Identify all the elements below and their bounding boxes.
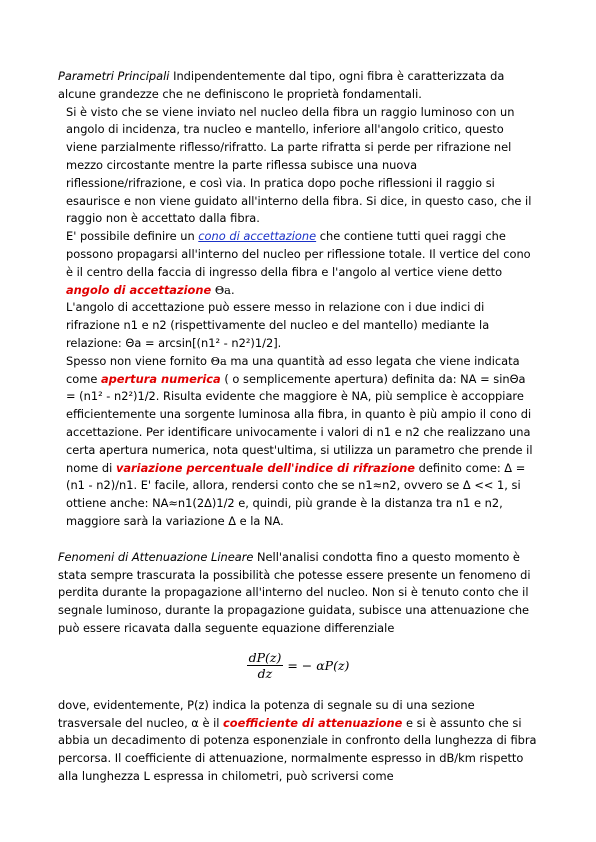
equation-numerator: dP(z): [248, 649, 282, 665]
para4-text-a: Spesso non viene fornito: [66, 353, 211, 368]
theta-a-symbol: Θa: [214, 282, 231, 297]
section1-paragraph-3: [58, 299, 538, 352]
para3-text-a: L'angolo di accettazione può essere messo in relazione con i due indici di rifrazione n1 e n2 (rispettivamente del nucleo e del mantello) mediante la relazione:: [66, 300, 490, 350]
section1-paragraph-2: E' possibile definire un cono di accettazione che contiene tutti quei raggi che possono propagarsi all'interno del nucleo per riflessione totale. Il vertice del cono è il centro della faccia di ingresso della fibra e l'angolo al vertice viene detto angolo di accettazione Θa.: [66, 229, 531, 297]
apertura-numerica-term: apertura numerica: [100, 371, 221, 386]
para2-text-b: che contiene tutti quei raggi che possono propagarsi all'interno del nucleo per riflessione totale. Il vertice del cono è il centro della faccia di ingresso della fibra e l'angolo al vertice viene detto: [66, 229, 531, 279]
para2-text-a: E' possibile definire un: [66, 229, 199, 244]
section2-text-1: Nell'analisi condotta fino a questo momento è stata sempre trascurata la possibilità che potesse essere presente un fenomeno di perdita durante la propagazione all'interno del nucleo. Non si è tenuto conto che il segnale luminoso, durante la propagazione guidata, subisce una attenuazione che può essere ricavata dalla seguente equazione differenziale: [58, 549, 531, 635]
para4-text-d: definito come: Δ = (n1 - n2)/n1. E' facile, allora, rendersi conto che se n1≈n2, ovvero se Δ << 1, si ottiene anche: NA≈n1(2Δ)1/2 e, quindi, più grande è la distanza tra n1 e n2, maggiore sarà la variazione Δ e la NA.: [66, 460, 526, 528]
para4-text-b: ma una quantità ad esso legata che viene indicata come: [66, 353, 520, 386]
section2-paragraph-1: [58, 549, 538, 638]
equation-fraction: [247, 650, 284, 681]
theta-a-symbol-2: Θa: [210, 353, 227, 368]
section2-text-2a: dove, evidentemente, P(z) indica la potenza di segnale su di una sezione trasversale del nucleo, α è il: [58, 697, 475, 730]
cono-di-accettazione-link[interactable]: cono di accettazione: [198, 229, 317, 244]
para4-text-c: ( o semplicemente apertura) definita da: NA = sinΘa = (n1² - n2²)1/2. Risulta evidente che maggiore è NA, più semplice è accoppiare efficientemente una sorgente luminosa alla fibra, in quanto è più ampio il cono di accettazione. Per identificare univocamente i valori di n1 e n2 che realizzano una certa apertura numerica, nota quest'ultima, si utilizza un parametro che prende il nome di: [66, 371, 533, 475]
section1-intro: Indipendentemente dal tipo, ogni fibra è caratterizzata da alcune grandezze che ne definiscono le proprietà fondamentali.: [58, 69, 505, 101]
coefficiente-di-attenuazione-term: coefficiente di attenuazione: [223, 715, 403, 730]
section2-heading: Fenomeni di Attenuazione Lineare: [58, 549, 254, 564]
section2-text-2b: e si è assunto che si abbia un decadimento di potenza esponenziale in confronto della lunghezza di fibra percorsa. Il coefficiente di attenuazione, normalmente espresso in dB/km rispetto alla lunghezza L espressa in chilometri, può scriversi come: [58, 715, 537, 783]
acceptance-angle-formula: Θa = arcsin[(n1² - n2²)1/2].: [125, 335, 282, 350]
section-gap: [58, 531, 538, 549]
angolo-di-accettazione-term: angolo di accettazione: [66, 282, 212, 297]
variazione-percentuale-term: variazione percentuale dell'indice di rifrazione: [115, 460, 416, 475]
document-page: [58, 68, 538, 786]
section1-paragraph-1: Si è visto che se viene inviato nel nucleo della fibra un raggio luminoso con un angolo di incidenza, tra nucleo e mantello, inferiore all'angolo critico, questo viene parzialmente riflesso/rifratto. La parte rifratta si perde per rifrazione nel mezzo circostante mentre la parte riflessa subisce una nuova riflessione/rifrazione, e così via. In pratica dopo poche riflessioni il raggio si esaurisce e non viene guidato all'interno della fibra. Si dice, in questo caso, che il raggio non è accettato dalla fibra.: [66, 104, 532, 226]
section2-paragraph-2: [58, 697, 538, 786]
attenuation-equation: [58, 650, 538, 681]
section1-heading: Parametri Principali: [58, 69, 170, 83]
section1-paragraph-4: [58, 353, 538, 531]
section1-intro-paragraph: [58, 68, 538, 104]
equation-denominator: dz: [257, 665, 273, 681]
equation-rhs: = − αP(z): [287, 657, 350, 673]
